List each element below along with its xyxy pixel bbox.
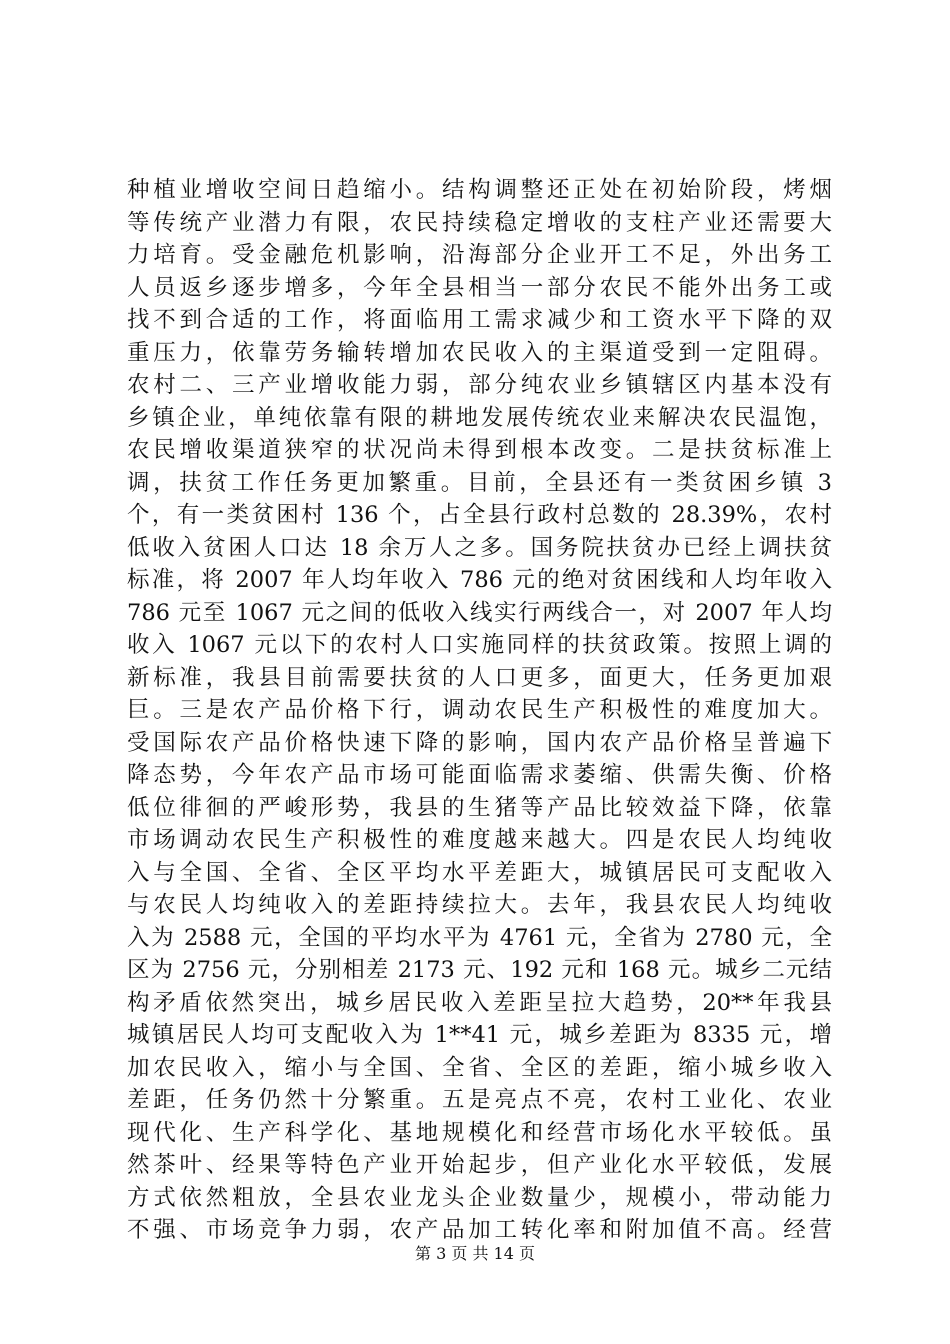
body-text bbox=[127, 174, 832, 1247]
text-line: 标准，将 2007 年人均年收入 786 元的绝对贫困线和人均年收入 bbox=[127, 567, 832, 593]
text-line: 人员返乡逐步增多，今年全县相当一部分农民不能外出务工或 bbox=[127, 274, 832, 301]
text-line: 新标准，我县目前需要扶贫的人口更多，面更大，任务更加艰 bbox=[127, 664, 832, 691]
text-line: 城镇居民人均可支配收入为 1**41 元，城乡差距为 8335 元，增 bbox=[127, 1022, 832, 1048]
text-line: 农民增收渠道狭窄的状况尚未得到根本改变。二是扶贫标准上 bbox=[127, 437, 832, 463]
text-line: 受国际农产品价格快速下降的影响，国内农产品价格呈普遍下 bbox=[127, 729, 832, 756]
text-line: 力培育。受金融危机影响，沿海部分企业开工不足，外出务工 bbox=[127, 242, 832, 268]
text-line: 降态势，今年农产品市场可能面临需求萎缩、供需失衡、价格 bbox=[127, 762, 832, 788]
text-line: 方式依然粗放，全县农业龙头企业数量少，规模小，带动能力 bbox=[127, 1184, 832, 1211]
text-line: 与农民人均纯收入的差距持续拉大。去年，我县农民人均纯收 bbox=[127, 892, 832, 918]
text-line: 重压力，依靠劳务输转增加农民收入的主渠道受到一定阻碍。 bbox=[127, 339, 832, 366]
text-line: 农村二、三产业增收能力弱，部分纯农业乡镇辖区内基本没有 bbox=[127, 372, 832, 398]
text-line: 加农民收入，缩小与全国、全省、全区的差距，缩小城乡收入 bbox=[127, 1054, 832, 1081]
text-line: 巨。三是农产品价格下行，调动农民生产积极性的难度加大。 bbox=[127, 697, 832, 723]
text-line: 786 元至 1067 元之间的低收入线实行两线合一，对 2007 年人均 bbox=[127, 599, 832, 626]
text-line: 构矛盾依然突出，城乡居民收入差距呈拉大趋势，20**年我县 bbox=[127, 989, 832, 1016]
text-line: 低位徘徊的严峻形势，我县的生猪等产品比较效益下降，依靠 bbox=[127, 794, 832, 821]
text-line: 乡镇企业，单纯依靠有限的耕地发展传统农业来解决农民温饱， bbox=[127, 404, 832, 431]
text-line: 种植业增收空间日趋缩小。结构调整还正处在初始阶段，烤烟 bbox=[127, 177, 832, 203]
text-line: 调，扶贫工作任务更加繁重。目前，全县还有一类贫困乡镇 3 bbox=[127, 469, 832, 496]
text-line: 现代化、生产科学化、基地规模化和经营市场化水平较低。虽 bbox=[127, 1119, 832, 1146]
text-line: 入与全国、全省、全区平均水平差距大，城镇居民可支配收入 bbox=[127, 859, 832, 886]
text-line: 等传统产业潜力有限，农民持续稳定增收的支柱产业还需要大 bbox=[127, 209, 832, 236]
page-footer: 第 3 页 共 14 页 bbox=[415, 1244, 535, 1263]
text-line: 低收入贫困人口达 18 余万人之多。国务院扶贫办已经上调扶贫 bbox=[127, 534, 832, 561]
text-line: 找不到合适的工作，将面临用工需求减少和工资水平下降的双 bbox=[127, 307, 832, 333]
text-line: 然茶叶、经果等特色产业开始起步，但产业化水平较低，发展 bbox=[127, 1152, 832, 1178]
text-line: 个，有一类贫困村 136 个，占全县行政村总数的 28.39%，农村 bbox=[127, 502, 832, 528]
text-line: 不强、市场竞争力弱，农产品加工转化率和附加值不高。经营 bbox=[127, 1217, 832, 1243]
text-line: 市场调动农民生产积极性的难度越来越大。四是农民人均纯收 bbox=[127, 827, 832, 853]
text-line: 差距，任务仍然十分繁重。五是亮点不亮，农村工业化、农业 bbox=[127, 1087, 832, 1113]
text-line: 收入 1067 元以下的农村人口实施同样的扶贫政策。按照上调的 bbox=[127, 632, 832, 658]
text-line: 区为 2756 元，分别相差 2173 元、192 元和 168 元。城乡二元结 bbox=[127, 957, 832, 983]
text-line: 入为 2588 元，全国的平均水平为 4761 元，全省为 2780 元，全 bbox=[127, 924, 832, 951]
